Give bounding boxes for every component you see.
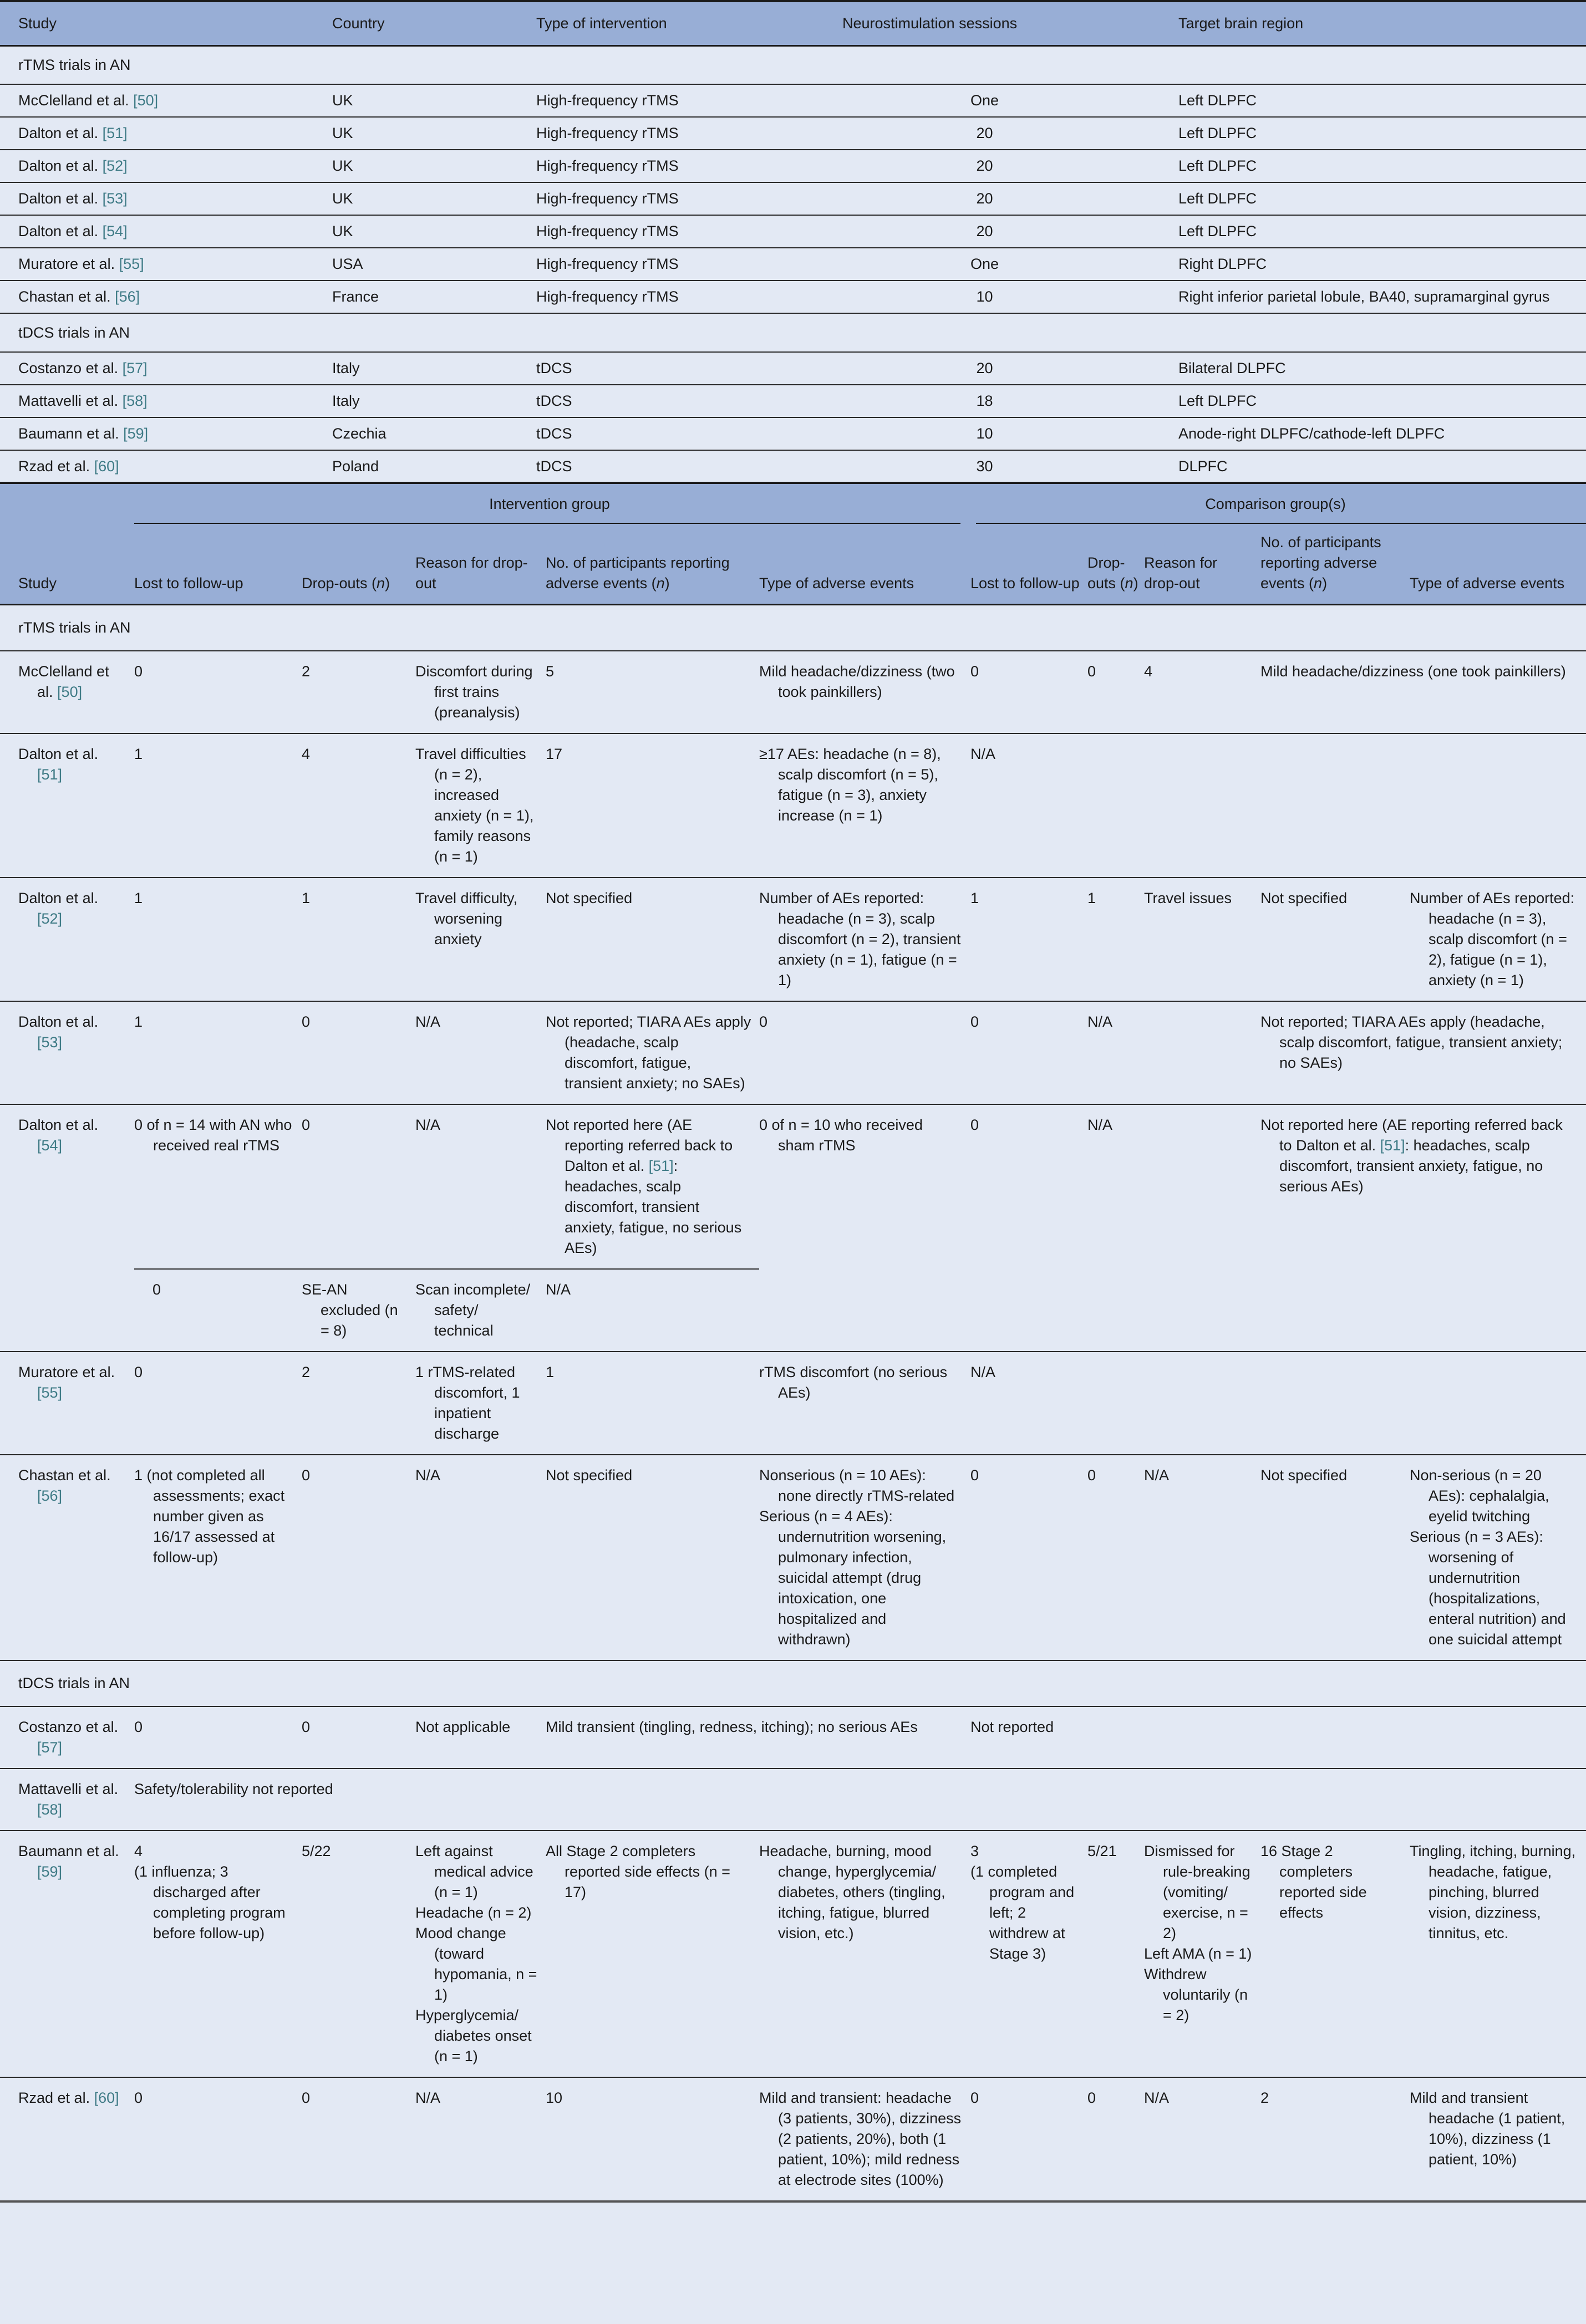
cmp-dropouts-cell: 1 [1087,890,1096,906]
sessions-cell: 20 [976,360,993,376]
int-reason-cell: N/A [415,2089,441,2106]
col-header-cmp-dropouts: Drop-outs (n) [1087,524,1144,605]
int-ae-count-cell: Not reported here (AE reporting referred back to Dalton et al. [51]: headaches, scalp discomfort, transient anxiety, fatigue, no serious AEs) [546,1117,742,1256]
int-lost-cell: 0 [134,1719,143,1735]
col-header-country: Country [314,1,518,45]
intervention-cell: High-frequency rTMS [536,190,679,207]
int-ae-count-cell: Not specified [546,1467,633,1484]
country-cell: UK [332,190,353,207]
group-header-comparison: Comparison group(s) [970,484,1586,524]
reference-link[interactable]: [54] [102,223,128,239]
sessions-cell: 10 [976,425,993,442]
int-ae-count-cell: Not reported; TIARA AEs apply (headache, scalp discomfort, fatigue, transient anxiety; no SAEs) [546,1013,751,1092]
sessions-cell: One [970,92,999,109]
table-row [0,1831,1586,2077]
int-ae-type-cell: ≥17 AEs: headache (n = 8), scalp discomfort (n = 5), fatigue (n = 3), anxiety increase (n = 1) [759,746,941,824]
int-ae-type-cell: Nonserious (n = 10 AEs): none directly rTMS-related Serious (n = 4 AEs): undernutrition worsening, pulmonary infection, suicidal attempt (drug intoxication, one hospitalized and withdrawn) [759,1467,955,1648]
reference-link[interactable]: [52] [37,910,63,927]
table-row [0,117,1586,150]
col-header-cmp-ae-type: Type of adverse events [1410,524,1586,605]
study-cell: Rzad et al. [60] [18,457,119,475]
table-row [0,1352,1586,1455]
study-cell: Mattavelli et al. [58] [18,393,148,409]
country-cell: USA [332,256,363,272]
sessions-cell: 20 [976,190,993,207]
study-characteristics-table [0,0,1586,484]
intervention-cell: tDCS [536,457,572,475]
table-row [0,1706,1586,1769]
section-label: tDCS trials in AN [18,1675,130,1691]
cmp-ae-cell: Not reported here (AE reporting referred back to Dalton et al. [51]: headaches, scalp discomfort, transient anxiety, fatigue, no serious AEs) [1260,1117,1563,1195]
target-region-cell: Anode-right DLPFC/cathode-left DLPFC [1178,425,1445,442]
table-row [0,248,1586,281]
int-ae-count-cell: All Stage 2 completers reported side effects (n = 17) [546,1843,730,1900]
int-reason-cell: Discomfort during first trains (preanalysis) [415,663,533,721]
table-row [0,417,1586,450]
sessions-cell: 20 [976,223,993,239]
int-lost-cell: 0 [134,2089,143,2106]
reference-link[interactable]: [51] [1380,1137,1405,1154]
country-cell: Italy [332,360,360,376]
reference-link[interactable]: [56] [115,288,140,305]
cmp-lost-cell: 0 [970,663,979,680]
col-header-int-lost: Lost to follow-up [134,524,302,605]
study-cell: Chastan et al. [56] [18,1467,111,1504]
int-dropouts-cell: 2 [302,663,311,680]
section-label: rTMS trials in AN [18,56,131,73]
target-region-cell: Left DLPFC [1178,92,1257,109]
int-dropouts-cell: 0 [302,1117,311,1133]
study-cell: McClelland et al. [50] [18,663,109,700]
cmp-ae-type-cell: Number of AEs reported: headache (n = 3), scalp discomfort (n = 2), fatigue (n = 1), anxiety (n = 1) [1410,890,1575,988]
intervention-cell: High-frequency rTMS [536,223,679,239]
int-lost-cell: 1 [134,746,143,762]
target-region-cell: DLPFC [1178,457,1228,475]
int-lost-cell: 0 [134,663,143,680]
study-cell: Dalton et al. [51] [18,125,128,141]
reference-link[interactable]: [50] [57,684,83,700]
cmp-dropouts-cell: 0 [1087,663,1096,680]
reference-link[interactable]: [53] [102,190,128,207]
section-row [0,45,1586,84]
table-row [0,450,1586,483]
study-cell: Dalton et al. [51] [18,746,99,783]
section-row [0,313,1586,352]
intervention-cell: tDCS [536,425,572,442]
table-row [0,385,1586,417]
country-cell: UK [332,92,353,109]
cmp-lost-cell: N/A [970,1364,996,1380]
country-cell: UK [332,157,353,174]
cmp-ae-type-cell: Mild and transient headache (1 patient, 10%), dizziness (1 patient, 10%) [1410,2089,1565,2168]
study-cell: Dalton et al. [53] [18,1013,99,1051]
study-cell: Costanzo et al. [57] [18,1719,119,1756]
group-header-intervention: Intervention group [134,484,970,524]
sessions-cell: 20 [976,157,993,174]
int-dropouts-cell: 0 [302,1719,311,1735]
country-cell: UK [332,223,353,239]
reference-link[interactable]: [51] [648,1158,674,1174]
intervention-cell: High-frequency rTMS [536,92,679,109]
sub-lost-cell: 0 [134,1269,302,1352]
cmp-ae-cell: Mild headache/dizziness (one took painkillers) [1260,663,1566,680]
int-ae-type-cell: 0 [759,1013,768,1030]
table1-header-row [0,1,1586,45]
cmp-ae-type-cell: Tingling, itching, burning, headache, fatigue, pinching, blurred vision, dizziness, tinnitus, etc. [1410,1843,1576,1941]
cmp-dropouts-cell: 5/21 [1087,1843,1117,1859]
study-cell: Dalton et al. [52] [18,157,128,174]
sessions-cell: 20 [976,125,993,141]
cmp-ae-count-cell: 16 Stage 2 completers reported side effects [1260,1843,1367,1921]
int-reason-cell: Left against medical advice (n = 1) Headache (n = 2) Mood change (toward hypomania, n = 1) Hyperglycemia/ diabetes onset (n = 1) [415,1843,537,2065]
int-ae-type-cell: Headache, burning, mood change, hyperglycemia/ diabetes, others (tingling, itching, fatigue, blurred vision, etc.) [759,1843,946,1941]
country-cell: UK [332,125,353,141]
int-reason-cell: N/A [415,1467,441,1484]
table-row [0,1104,1586,1269]
study-cell: McClelland et al. [50] [18,92,159,109]
section-label: rTMS trials in AN [18,619,131,636]
int-dropouts-cell: 2 [302,1364,311,1380]
study-cell: Mattavelli et al. [58] [18,1781,119,1818]
col-header-intervention-type: Type of intervention [518,1,809,45]
sub-dropouts-cell: SE-AN excluded (n = 8) [302,1269,415,1352]
reference-link[interactable]: [55] [37,1384,63,1401]
int-reason-cell: Travel difficulties (n = 2), increased anxiety (n = 1), family reasons (n = 1) [415,746,534,865]
int-lost-cell: 1 [134,1013,143,1030]
table2-column-header-row [0,524,1586,605]
int-ae-count-cell: 10 [546,2089,563,2106]
target-region-cell: Left DLPFC [1178,157,1257,174]
table-row [0,651,1586,733]
cmp-ae-type-cell: Non-serious (n = 20 AEs): cephalalgia, eyelid twitching Serious (n = 3 AEs): worsening of undernutrition (hospitalizations, enteral nutrition) and one suicidal attempt [1410,1467,1566,1648]
table-row [0,733,1586,878]
table-row [0,1455,1586,1660]
reference-link[interactable]: [58] [122,393,148,409]
study-cell: Dalton et al. [54] [18,223,128,239]
int-lost-cell: 0 [134,1364,143,1380]
cmp-reason-cell: Dismissed for rule-breaking (vomiting/ exercise, n = 2) Left AMA (n = 1) Withdrew voluntarily (n = 2) [1144,1843,1252,2024]
country-cell: Poland [332,457,379,475]
cmp-lost-cell: Not reported [970,1719,1054,1735]
target-region-cell: Left DLPFC [1178,125,1257,141]
cmp-lost-cell: 0 [970,1117,979,1133]
study-cell: Dalton et al. [52] [18,890,99,927]
col-header-study: Study [0,1,314,45]
target-region-cell: Left DLPFC [1178,190,1257,207]
int-dropouts-cell: 0 [302,1467,311,1484]
target-region-cell: Left DLPFC [1178,393,1257,409]
intervention-cell: High-frequency rTMS [536,256,679,272]
study-cell: Chastan et al. [56] [18,288,140,305]
int-reason-cell: Travel difficulty, worsening anxiety [415,890,518,947]
target-region-cell: Right DLPFC [1178,256,1267,272]
reference-link[interactable]: [51] [102,125,128,141]
table-row [0,878,1586,1001]
intervention-cell: High-frequency rTMS [536,288,679,305]
col-header-target-region: Target brain region [1160,1,1586,45]
int-reason-cell: N/A [415,1117,441,1133]
reference-link[interactable]: [59] [123,425,149,442]
table-row [0,2077,1586,2201]
table-row [0,150,1586,182]
sessions-cell: 30 [976,457,993,475]
int-dropouts-cell: 5/22 [302,1843,331,1859]
int-lost-cell: 0 of n = 14 with AN who received real rTMS [134,1117,292,1154]
cmp-ae-count-cell: Not specified [1260,890,1348,906]
cmp-dropouts-cell: 0 [1087,1467,1096,1484]
study-cell: Costanzo et al. [57] [18,360,148,376]
sessions-cell: One [970,256,999,272]
table-row [0,1001,1586,1104]
cmp-reason-cell: Travel issues [1144,890,1232,906]
col-header-int-dropouts: Drop-outs (n) [302,524,415,605]
int-ae-cell: Mild transient (tingling, redness, itching); no serious AEs [546,1719,918,1735]
cmp-dropouts-cell: N/A [1087,1013,1113,1030]
country-cell: Czechia [332,425,387,442]
study-cell: Muratore et al. [55] [18,1364,115,1401]
intervention-cell: tDCS [536,393,572,409]
reference-link[interactable]: [58] [37,1801,63,1818]
study-cell: Dalton et al. [53] [18,190,128,207]
intervention-cell: tDCS [536,360,572,376]
section-label: tDCS trials in AN [18,324,130,341]
int-ae-count-cell: 17 [546,746,563,762]
cmp-lost-cell: 0 [970,2089,979,2106]
cmp-ae-count-cell: 2 [1260,2089,1269,2106]
cmp-lost-cell: 0 [970,1467,979,1484]
col-header-cmp-reason: Reason for drop-out [1144,524,1260,605]
intervention-cell: High-frequency rTMS [536,157,679,174]
int-dropouts-cell: 1 [302,890,311,906]
int-dropouts-cell: 0 [302,2089,311,2106]
cmp-dropouts-cell: N/A [1087,1117,1113,1133]
section-row-rtms [0,605,1586,651]
cmp-ae-count-cell: Not specified [1260,1467,1348,1484]
reference-link[interactable]: [59] [37,1863,63,1880]
cmp-lost-cell: N/A [970,746,996,762]
cmp-ae-cell: Not reported; TIARA AEs apply (headache, scalp discomfort, fatigue, transient anxiety; no SAEs) [1260,1013,1563,1071]
int-ae-type-cell: Number of AEs reported: headache (n = 3), scalp discomfort (n = 2), transient anxiety (n = 1), fatigue (n = 1) [759,890,961,988]
col-header-cmp-lost: Lost to follow-up [970,524,1087,605]
target-region-cell: Right inferior parietal lobule, BA40, supramarginal gyrus [1178,288,1550,305]
cmp-lost-cell: 0 [970,1013,979,1030]
cmp-lost-cell: 1 [970,890,979,906]
int-reason-cell: Not applicable [415,1719,511,1735]
cmp-lost-cell: 3 (1 completed program and left; 2 withdrew at Stage 3) [970,1843,1075,1962]
sessions-cell: 18 [976,393,993,409]
study-cell: Muratore et al. [55] [18,256,144,272]
sub-ae-count-cell: N/A [546,1269,759,1352]
table-row [0,215,1586,248]
country-cell: France [332,288,379,305]
int-lost-cell: 4 (1 influenza; 3 discharged after completing program before follow-up) [134,1843,286,1941]
adverse-events-table [0,484,1586,2203]
int-reason-cell: N/A [415,1013,441,1030]
int-ae-count-cell: 1 [546,1364,555,1380]
int-ae-type-cell: Mild and transient: headache (3 patients, 30%), dizziness (2 patients, 20%), both (1 patient, 10%); mild redness at electrode sites (100%) [759,2089,962,2188]
target-region-cell: Left DLPFC [1178,223,1257,239]
int-reason-cell: 1 rTMS-related discomfort, 1 inpatient discharge [415,1364,520,1442]
table-row [0,84,1586,117]
int-ae-type-cell: 0 of n = 10 who received sham rTMS [759,1117,923,1154]
reference-link[interactable]: [55] [119,256,144,272]
sessions-cell: 10 [976,288,993,305]
reference-link[interactable]: [60] [94,2089,119,2106]
study-cell: Dalton et al. [54] [18,1117,99,1154]
section-row-tdcs [0,1660,1586,1706]
safety-note-cell: Safety/tolerability not reported [134,1781,333,1797]
reference-link[interactable]: [57] [37,1739,63,1756]
sub-reason-cell: Scan incomplete/ safety/ technical [415,1269,546,1352]
reference-link[interactable]: [60] [94,457,119,475]
reference-link[interactable]: [52] [102,157,128,174]
target-region-cell: Bilateral DLPFC [1178,360,1286,376]
int-dropouts-cell: 4 [302,746,311,762]
int-dropouts-cell: 0 [302,1013,311,1030]
table2-group-header-row [0,484,1586,524]
col-header-cmp-ae-count: No. of participants reporting adverse events (n) [1260,524,1410,605]
int-lost-cell: 1 (not completed all assessments; exact number given as 16/17 assessed at follow-up) [134,1467,285,1566]
int-ae-type-cell: Mild headache/dizziness (two took painkillers) [759,663,955,700]
study-cell: Baumann et al. [59] [18,1843,119,1880]
int-ae-type-cell: rTMS discomfort (no serious AEs) [759,1364,948,1401]
reference-link[interactable]: [50] [133,92,159,109]
table-row [0,352,1586,385]
intervention-cell: High-frequency rTMS [536,125,679,141]
table-row [0,1769,1586,1831]
study-cell: Rzad et al. [60] [18,2089,119,2106]
reference-link[interactable]: [51] [37,766,63,783]
country-cell: Italy [332,393,360,409]
reference-link[interactable]: [57] [122,360,148,376]
int-lost-cell: 1 [134,890,143,906]
col-header-int-ae-count: No. of participants reporting adverse events (n) [546,524,759,605]
cmp-dropouts-cell: 0 [1087,2089,1096,2106]
int-ae-count-cell: Not specified [546,890,633,906]
cmp-reason-cell: N/A [1144,1467,1170,1484]
cmp-reason-cell: 4 [1144,663,1153,680]
table-row [0,281,1586,313]
col-header-int-ae-type: Type of adverse events [759,524,970,605]
int-ae-count-cell: 5 [546,663,555,680]
cmp-reason-cell: N/A [1144,2089,1170,2106]
col-header-sessions: Neurostimulation sessions [809,1,1160,45]
reference-link[interactable]: [54] [37,1137,63,1154]
table-row [0,182,1586,215]
col-header-study: Study [0,484,134,605]
col-header-int-reason: Reason for drop-out [415,524,546,605]
study-cell: Baumann et al. [59] [18,425,149,442]
reference-link[interactable]: [53] [37,1034,63,1051]
reference-link[interactable]: [56] [37,1487,63,1504]
